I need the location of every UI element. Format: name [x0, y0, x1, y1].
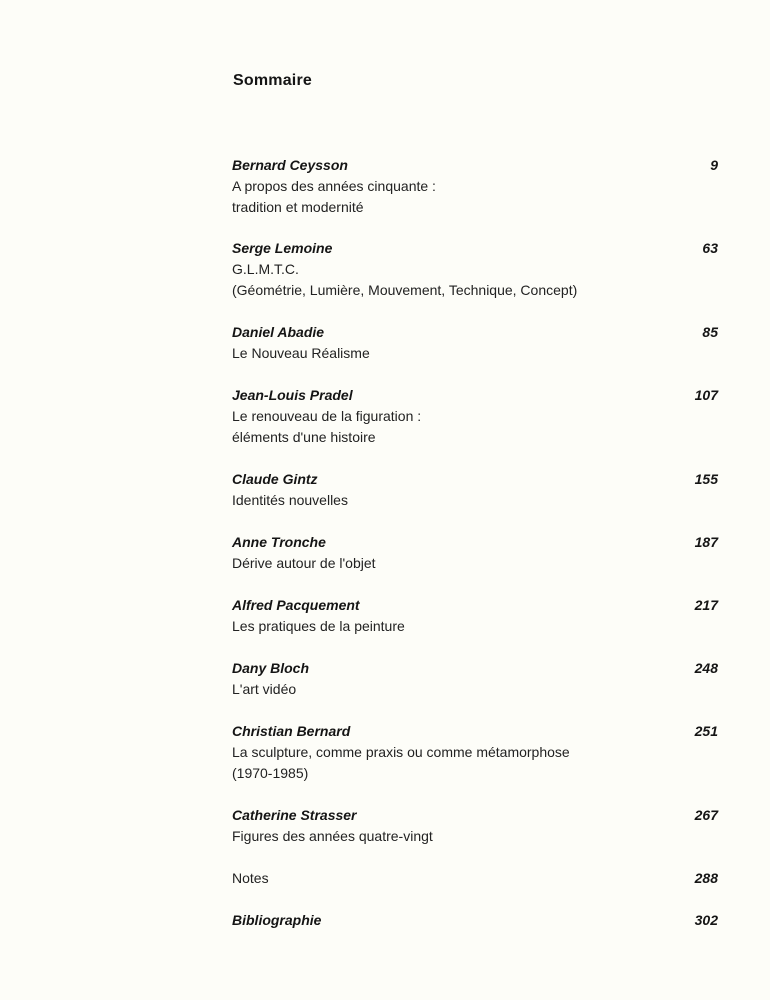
- entry-title-line: Les pratiques de la peinture: [232, 618, 405, 634]
- entry-title-line: éléments d'une histoire: [232, 429, 376, 445]
- entry-author: Alfred Pacquement: [232, 597, 360, 613]
- toc-entry-notes: [232, 868, 718, 889]
- entry-page-number: 187: [694, 534, 718, 550]
- notes-label: Notes: [232, 870, 269, 886]
- toc-entry: [232, 721, 718, 784]
- entry-page-number: 9: [710, 157, 718, 173]
- entry-author: Dany Bloch: [232, 660, 310, 676]
- entry-author: Catherine Strasser: [232, 807, 357, 823]
- entry-author: Jean-Louis Pradel: [232, 387, 353, 403]
- bibliographie-page-number: 302: [694, 912, 718, 928]
- entry-title-line: Identités nouvelles: [232, 492, 348, 508]
- toc-entry: [232, 805, 718, 847]
- entry-title-line: A propos des années cinquante :: [232, 178, 436, 194]
- entry-title-line: tradition et modernité: [232, 199, 364, 215]
- toc-entry: [232, 322, 718, 364]
- toc-entry: [232, 155, 718, 218]
- entry-page-number: 251: [694, 723, 718, 739]
- entry-page-number: 85: [702, 324, 718, 340]
- entry-title-line: (1970-1985): [232, 765, 309, 781]
- entry-title-line: Figures des années quatre-vingt: [232, 828, 433, 844]
- entry-title-line: Le Nouveau Réalisme: [232, 345, 370, 361]
- toc-entry: [232, 238, 718, 301]
- entry-author: Daniel Abadie: [232, 324, 325, 340]
- entry-page-number: 267: [694, 807, 718, 823]
- toc-entry: [232, 532, 718, 574]
- entry-title-line: La sculpture, comme praxis ou comme métamorphose: [232, 744, 570, 760]
- notes-page-number: 288: [694, 870, 718, 886]
- toc-entry: [232, 658, 718, 700]
- bibliographie-label: Bibliographie: [232, 912, 322, 928]
- toc-entry: [232, 469, 718, 511]
- entry-title-line: Dérive autour de l'objet: [232, 555, 376, 571]
- entry-page-number: 155: [694, 471, 718, 487]
- toc-entry: [232, 385, 718, 448]
- entry-title-line: (Géométrie, Lumière, Mouvement, Technique, Concept): [232, 282, 578, 298]
- entry-page-number: 107: [694, 387, 718, 403]
- entry-title-line: L'art vidéo: [232, 681, 297, 697]
- entry-title-line: G.L.M.T.C.: [232, 261, 299, 277]
- entry-page-number: 217: [694, 597, 718, 613]
- entry-author: Christian Bernard: [232, 723, 351, 739]
- entry-author: Anne Tronche: [232, 534, 326, 550]
- entry-title-line: Le renouveau de la figuration :: [232, 408, 422, 424]
- entry-page-number: 63: [702, 240, 718, 256]
- entry-author: Claude Gintz: [232, 471, 318, 487]
- page-title: Sommaire: [233, 72, 312, 89]
- entry-author: Serge Lemoine: [232, 240, 333, 256]
- toc-entry: [232, 595, 718, 637]
- entry-author: Bernard Ceysson: [232, 157, 348, 173]
- entry-page-number: 248: [694, 660, 718, 676]
- toc-entry-bibliographie: [232, 910, 718, 931]
